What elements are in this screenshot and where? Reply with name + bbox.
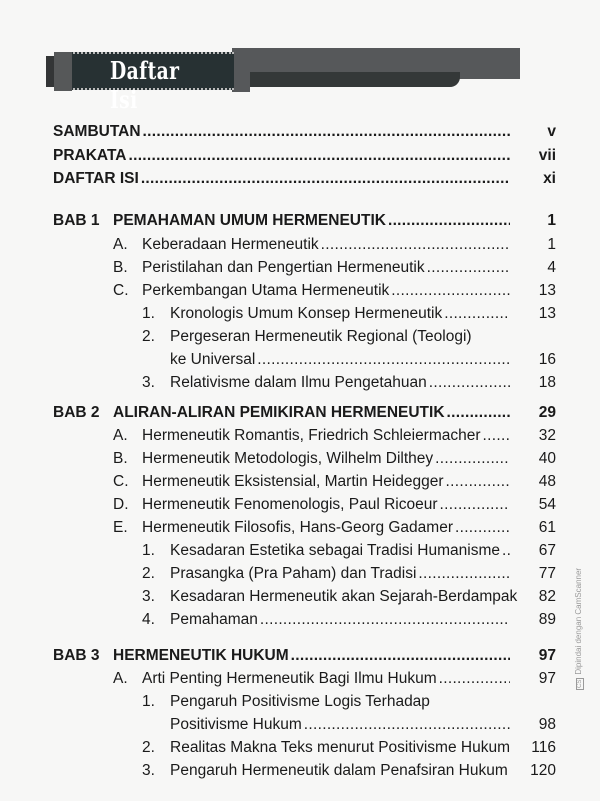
page-number: v <box>547 123 556 140</box>
leader-dots <box>291 647 510 665</box>
entry-title: Keberadaan Hermeneutik <box>142 236 319 253</box>
watermark-text: Dipindai dengan CamScanner <box>574 567 583 675</box>
page-number: 54 <box>538 496 556 513</box>
entry-title: Hermeneutik Romantis, Friedrich Schleiermacher <box>142 427 481 444</box>
toc-chapter[interactable] <box>113 647 556 669</box>
page-title: Daftar Isi <box>110 56 180 114</box>
subsection-marker: 3. <box>142 374 155 391</box>
entry-title: Pemahaman <box>170 611 258 628</box>
page-number: 116 <box>531 739 556 756</box>
leader-dots <box>141 170 510 188</box>
toc-section[interactable] <box>142 427 556 449</box>
leader-dots <box>435 450 510 468</box>
toc-subsection[interactable] <box>170 762 556 784</box>
page-number: vii <box>538 147 556 164</box>
toc-subsection[interactable] <box>170 542 556 564</box>
section-marker: B. <box>113 259 128 276</box>
leader-dots <box>444 305 510 323</box>
toc-chapter[interactable] <box>113 404 556 426</box>
leader-dots <box>257 351 510 369</box>
entry-title: Realitas Makna Teks menurut Positivisme Hukum <box>170 739 510 756</box>
banner-label-box <box>70 52 234 114</box>
camscanner-icon: CS <box>577 679 583 688</box>
toc-section[interactable] <box>142 519 556 541</box>
subsection-marker: 3. <box>142 588 155 605</box>
entry-title: SAMBUTAN <box>53 123 141 140</box>
page-number: 120 <box>530 762 556 779</box>
leader-dots <box>427 259 510 277</box>
leader-dots <box>321 236 510 254</box>
toc-subsection[interactable] <box>170 611 556 633</box>
page-number: 67 <box>538 542 556 559</box>
section-marker: C. <box>113 473 129 490</box>
leader-dots <box>143 123 510 141</box>
page-number: 1 <box>547 212 556 229</box>
page-number: 82 <box>538 588 556 605</box>
chapter-number: BAB 1 <box>53 212 100 229</box>
page-number: 97 <box>538 647 556 664</box>
leader-dots <box>502 542 510 560</box>
toc-subsection[interactable] <box>170 565 556 587</box>
page-number: 13 <box>538 282 556 299</box>
banner-bar-shadow <box>250 72 460 87</box>
page-number: 48 <box>538 473 556 490</box>
entry-title: Kesadaran Estetika sebagai Tradisi Humanisme <box>170 542 500 559</box>
entry-title: Hermeneutik Filosofis, Hans-Georg Gadamer <box>142 519 453 536</box>
entry-title: PRAKATA <box>53 147 127 164</box>
entry-title: ALIRAN-ALIRAN PEMIKIRAN HERMENEUTIK <box>113 404 445 421</box>
toc-section[interactable] <box>142 473 556 495</box>
toc-section[interactable] <box>142 670 556 692</box>
entry-title: PEMAHAMAN UMUM HERMENEUTIK <box>113 212 386 229</box>
leader-dots <box>447 404 510 422</box>
section-marker: A. <box>113 670 128 687</box>
toc-entry[interactable] <box>53 170 556 192</box>
banner-left-tab-inner <box>54 52 72 91</box>
entry-title: Relativisme dalam Ilmu Pengetahuan <box>170 374 427 391</box>
toc-section[interactable] <box>142 450 556 472</box>
page-number: 98 <box>538 716 556 733</box>
toc-section[interactable] <box>142 259 556 281</box>
entry-title[interactable]: Pergeseran Hermeneutik Regional (Teologi) <box>170 328 472 345</box>
toc-subsection[interactable] <box>170 351 556 373</box>
entry-title: HERMENEUTIK HUKUM <box>113 647 289 664</box>
subsection-marker: 4. <box>142 611 155 628</box>
leader-dots <box>440 496 510 514</box>
section-marker: A. <box>113 236 128 253</box>
page-number: 40 <box>538 450 556 467</box>
leader-dots <box>446 473 510 491</box>
toc-subsection[interactable] <box>170 588 556 610</box>
page-number: 32 <box>538 427 556 444</box>
scanner-watermark <box>574 568 584 690</box>
leader-dots <box>304 716 510 734</box>
page-number: 13 <box>538 305 556 322</box>
subsection-marker: 2. <box>142 739 155 756</box>
subsection-marker: 2. <box>142 565 155 582</box>
entry-title[interactable]: Pengaruh Positivisme Logis Terhadap <box>170 693 430 710</box>
entry-title: Hermeneutik Fenomenologis, Paul Ricoeur <box>142 496 438 513</box>
section-marker: E. <box>113 519 128 536</box>
entry-title: Prasangka (Pra Paham) dan Tradisi <box>170 565 417 582</box>
chapter-number: BAB 2 <box>53 404 100 421</box>
leader-dots <box>455 519 510 537</box>
entry-title: DAFTAR ISI <box>53 170 139 187</box>
entry-title: Pengaruh Hermeneutik dalam Penafsiran Hukum <box>170 762 508 779</box>
page-number: 29 <box>538 404 556 421</box>
section-marker: D. <box>113 496 129 513</box>
section-marker: C. <box>113 282 129 299</box>
header-banner <box>46 48 476 114</box>
entry-title: Arti Penting Hermeneutik Bagi Ilmu Hukum <box>142 670 437 687</box>
subsection-marker: 3. <box>142 762 155 779</box>
page-number: 1 <box>547 236 556 253</box>
subsection-marker: 1. <box>142 542 155 559</box>
page-number: 16 <box>538 351 556 368</box>
leader-dots <box>388 212 510 230</box>
subsection-marker: 2. <box>142 328 155 345</box>
toc-section[interactable] <box>142 282 556 304</box>
toc-chapter[interactable] <box>113 212 556 234</box>
toc-entry[interactable] <box>53 123 556 145</box>
page-number: 4 <box>547 259 556 276</box>
page-number: 18 <box>538 374 556 391</box>
section-marker: A. <box>113 427 128 444</box>
leader-dots <box>391 282 510 300</box>
leader-dots <box>260 611 510 629</box>
toc-subsection[interactable] <box>170 374 556 396</box>
subsection-marker: 1. <box>142 305 155 322</box>
page-number: 89 <box>538 611 556 628</box>
page-number: 61 <box>538 519 556 536</box>
leader-dots <box>429 374 510 392</box>
page-number: xi <box>543 170 556 187</box>
subsection-marker: 1. <box>142 693 155 710</box>
page-number: 97 <box>538 670 556 687</box>
leader-dots <box>483 427 510 445</box>
toc-subsection[interactable] <box>170 739 556 761</box>
entry-title-continued: ke Universal <box>170 351 256 368</box>
entry-title-continued: Positivisme Hukum <box>170 716 302 733</box>
entry-title: Kesadaran Hermeneutik akan Sejarah-Berdampak <box>170 588 518 605</box>
entry-title: Kronologis Umum Konsep Hermeneutik <box>170 305 443 322</box>
chapter-number: BAB 3 <box>53 647 100 664</box>
banner-connector <box>232 48 250 92</box>
leader-dots <box>439 670 510 688</box>
leader-dots <box>418 565 510 583</box>
entry-title: Peristilahan dan Pengertian Hermeneutik <box>142 259 425 276</box>
entry-title: Perkembangan Utama Hermeneutik <box>142 282 390 299</box>
toc-subsection[interactable] <box>170 305 556 327</box>
toc-section[interactable] <box>142 496 556 518</box>
toc-entry[interactable] <box>53 147 556 169</box>
toc-subsection[interactable] <box>170 716 556 738</box>
page-number: 77 <box>538 565 556 582</box>
section-marker: B. <box>113 450 128 467</box>
leader-dots <box>128 147 510 165</box>
toc-section[interactable] <box>142 236 556 258</box>
entry-title: Hermeneutik Metodologis, Wilhelm Dilthey <box>142 450 434 467</box>
entry-title: Hermeneutik Eksistensial, Martin Heidegger <box>142 473 444 490</box>
